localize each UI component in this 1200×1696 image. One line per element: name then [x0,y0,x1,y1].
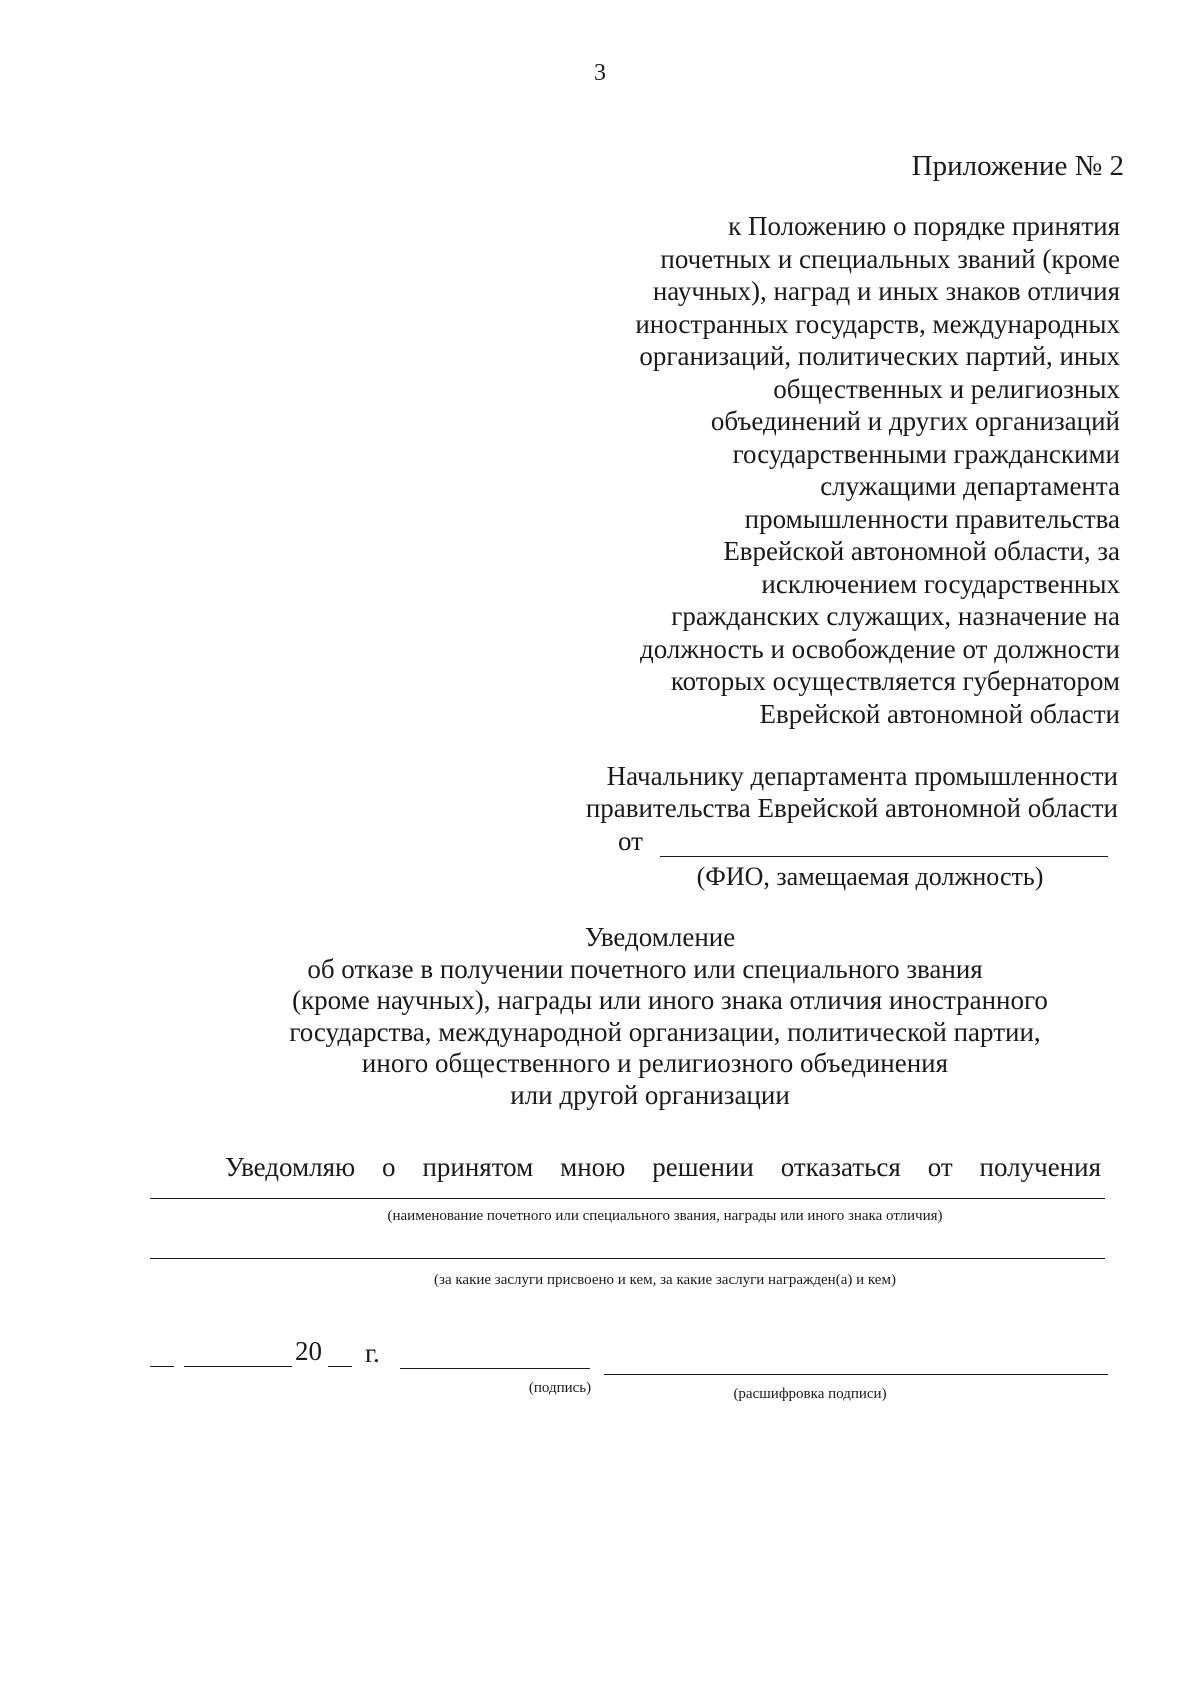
basis-line: иностранных государств, международных [635,308,1120,339]
basis-line: организаций, политических партий, иных [639,341,1120,371]
signature-line [400,1368,590,1369]
basis-line: почетных и специальных званий (кроме [660,243,1120,274]
month-line [184,1366,292,1367]
notice-title [0,922,1200,1111]
from-fill-line [660,856,1108,857]
appendix-label: Приложение № 2 [911,150,1124,182]
date-signature-row [150,1336,1110,1376]
notice-subject-line: (кроме научных), награды или иного знака отличия иностранного [292,985,1048,1015]
from-label: от [618,826,643,856]
addressee-block [498,760,1118,824]
signature-decode-hint: (расшифровка подписи) [733,1386,887,1402]
notice-subject-line: иного общественного и религиозного объединения [361,1048,949,1078]
from-row [618,826,1118,860]
award-name-line [150,1198,1105,1199]
page-number: 3 [594,60,606,86]
basis-line: гражданских служащих, назначение на [671,601,1120,631]
basis-line: исключением государственных [761,568,1120,599]
basis-line: научных), наград и иных знаков отличия [652,276,1120,306]
year-prefix: 20 [295,1336,322,1366]
year-suffix: г. [365,1338,380,1368]
award-name-hint: (наименование почетного или специального звания, награды или иного знака отличия) [387,1208,943,1224]
notice-body-text: Уведомляю о принятом мною решении отказаться от получения [225,1152,1101,1182]
signature-hint: (подпись) [528,1380,592,1396]
addressee-line: правительства Еврейской автономной области [585,793,1118,823]
notice-subject-line: государства, международной организации, политической партии, [289,1016,1041,1047]
basis-line: Еврейской автономной области, за [723,536,1120,566]
from-hint: (ФИО, замещаемая должность) [696,862,1044,891]
notice-subject-line: об отказе в получении почетного или специального звания [307,953,983,984]
notice-subject-line: или другой организации [510,1079,790,1110]
basis-line: должность и освобождение от должности [639,633,1120,664]
basis-line: промышленности правительства [744,503,1120,534]
year-line [328,1366,352,1367]
basis-line: объединений и других организаций [710,406,1120,436]
basis-line: государственными гражданскими [732,438,1120,469]
basis-line: служащими департамента [820,471,1120,501]
basis-line: Еврейской автономной области [759,698,1120,729]
basis-line: общественных и религиозных [773,373,1120,404]
appendix-basis [560,210,1120,730]
basis-line: которых осуществляется губернатором [670,666,1120,696]
merit-line [150,1258,1105,1259]
merit-hint: (за какие заслуги присвоено и кем, за какие заслуги награжден(а) и кем) [434,1272,896,1288]
addressee-line: Начальнику департамента промышленности [606,761,1118,791]
day-line [150,1366,174,1367]
notice-heading: Уведомление [584,922,736,952]
signature-decode-line [604,1374,1108,1375]
basis-line: к Положению о порядке принятия [728,211,1120,241]
